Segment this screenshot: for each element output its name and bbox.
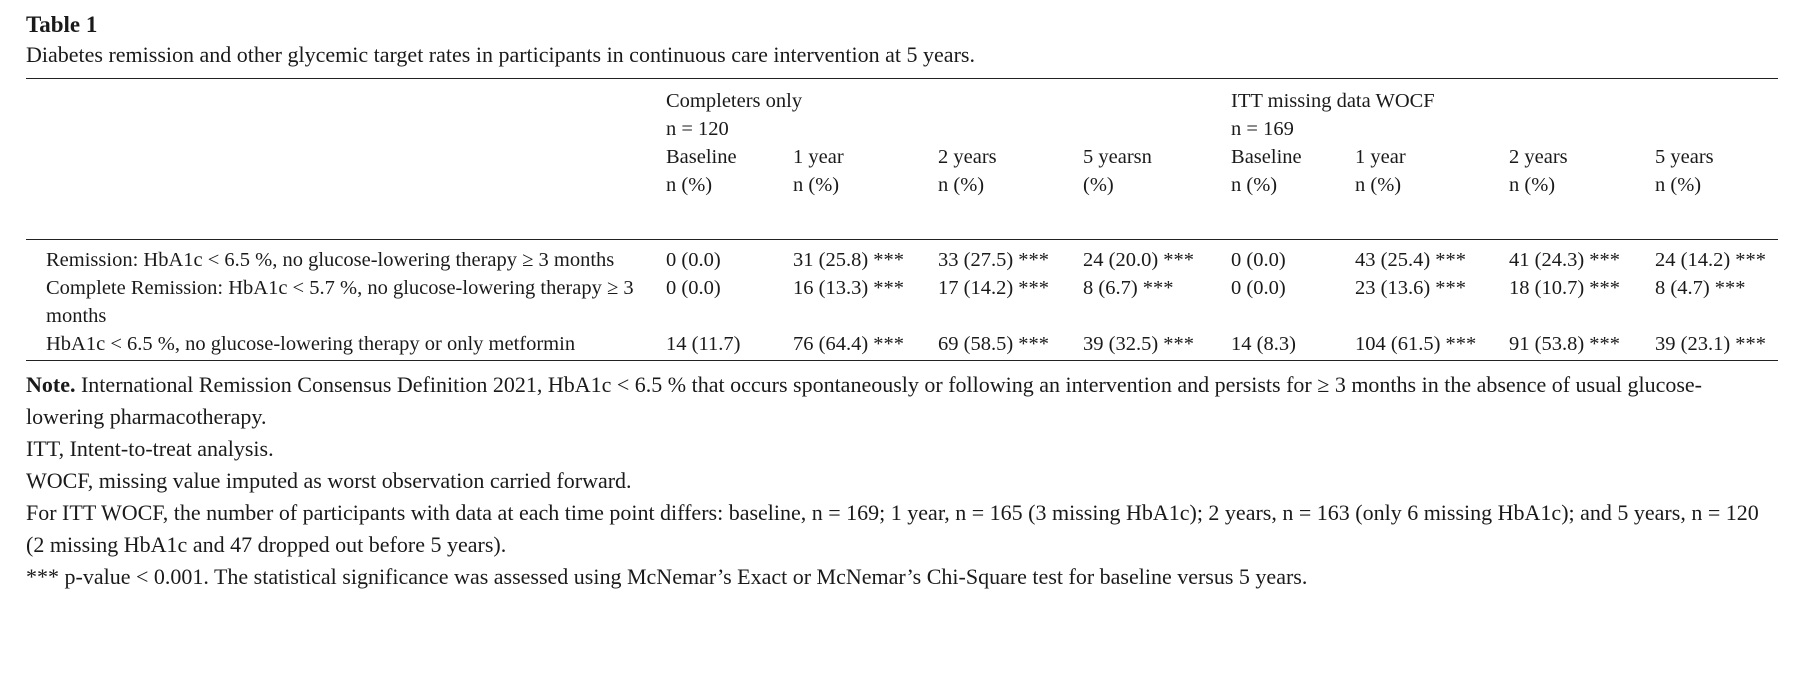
table-cell: 0 (0.0) — [1231, 277, 1286, 299]
group-title: ITT missing data WOCF — [1231, 90, 1435, 112]
column-header — [1083, 143, 1231, 240]
column-sub: n (%) — [1355, 174, 1402, 196]
table-cell: 16 (13.3) *** — [793, 277, 905, 299]
group-n: n = 120 — [666, 118, 729, 140]
table-notes — [26, 369, 1778, 593]
table-row — [26, 330, 1778, 361]
column-label: 5 years — [1655, 146, 1714, 168]
table-row — [26, 240, 1778, 275]
column-header — [1655, 143, 1778, 240]
column-header — [793, 143, 938, 240]
table-cell: 0 (0.0) — [1231, 249, 1286, 271]
column-label: 2 years — [938, 146, 997, 168]
table-cell: 31 (25.8) *** — [793, 249, 905, 271]
table-cell: 39 (23.1) *** — [1655, 333, 1767, 355]
row-label-header-spacer — [26, 143, 666, 240]
group-title: Completers only — [666, 90, 803, 112]
table-cell: 8 (4.7) *** — [1655, 277, 1746, 299]
column-header — [1231, 143, 1355, 240]
column-label: Baseline — [1231, 146, 1302, 168]
column-sub: n (%) — [1231, 174, 1278, 196]
table-cell: 18 (10.7) *** — [1509, 277, 1621, 299]
table-caption: Diabetes remission and other glycemic target rates in participants in continuous care intervention at 5 years. — [26, 42, 975, 67]
column-header — [938, 143, 1083, 240]
row-label-header — [26, 79, 666, 144]
table-cell: 91 (53.8) *** — [1509, 333, 1621, 355]
table-cell: 24 (20.0) *** — [1083, 249, 1195, 271]
table-cell: 23 (13.6) *** — [1355, 277, 1467, 299]
column-sub: n (%) — [793, 174, 840, 196]
table-cell: 24 (14.2) *** — [1655, 249, 1767, 271]
table-cell: 43 (25.4) *** — [1355, 249, 1467, 271]
note-wocf: WOCF, missing value imputed as worst observation carried forward. — [26, 468, 632, 493]
column-header — [1509, 143, 1655, 240]
note-pvalue: *** p-value < 0.001. The statistical significance was assessed using McNemar’s Exact or McNemar’s Chi-Square test for baseline versus 5 years. — [26, 564, 1308, 589]
group-n: n = 169 — [1231, 118, 1294, 140]
table-cell: 14 (8.3) — [1231, 333, 1296, 355]
table-row — [26, 274, 1778, 330]
column-header — [666, 143, 793, 240]
row-label: Complete Remission: HbA1c < 5.7 %, no glucose-lowering therapy ≥ 3 months — [46, 277, 634, 327]
column-sub: n (%) — [1655, 174, 1702, 196]
column-label: Baseline — [666, 146, 737, 168]
column-header-row — [26, 143, 1778, 240]
table-cell: 17 (14.2) *** — [938, 277, 1050, 299]
table-label: Table 1 — [26, 12, 98, 37]
note-text: International Remission Consensus Definition 2021, HbA1c < 6.5 % that occurs spontaneously or following an intervention and persists for ≥ 3 months in the absence of usual glucose-lowering pharmacotherapy. — [26, 372, 1703, 429]
group-itt-wocf — [1231, 79, 1778, 144]
results-table — [26, 78, 1778, 361]
row-label: HbA1c < 6.5 %, no glucose-lowering therapy or only metformin — [46, 333, 576, 355]
column-label: 5 years — [1083, 146, 1142, 168]
table-cell: 69 (58.5) *** — [938, 333, 1050, 355]
note-definition — [26, 369, 1778, 433]
table-cell: 76 (64.4) *** — [793, 333, 905, 355]
table-cell: 104 (61.5) *** — [1355, 333, 1477, 355]
group-completers — [666, 79, 1231, 144]
column-label: 1 year — [793, 146, 844, 168]
table-cell: 41 (24.3) *** — [1509, 249, 1621, 271]
note-itt: ITT, Intent-to-treat analysis. — [26, 436, 274, 461]
column-sub: n (%) — [666, 174, 713, 196]
row-label: Remission: HbA1c < 6.5 %, no glucose-lowering therapy ≥ 3 months — [46, 249, 615, 271]
table-cell: 14 (11.7) — [666, 333, 741, 355]
table-cell: 39 (32.5) *** — [1083, 333, 1195, 355]
column-sub: (%) — [1083, 174, 1114, 196]
column-label-suffix: n — [1141, 146, 1152, 168]
table-cell: 0 (0.0) — [666, 249, 721, 271]
note-itt-wocf: For ITT WOCF, the number of participants with data at each time point differs: baseline, n = 169; 1 year, n = 165 (3 missing HbA1c); 2 years, n = 163 (only 6 missing HbA1c); and 5 years, n = 120 (2 missing HbA1c and 47 dropped out before 5 years). — [26, 500, 1759, 557]
table-cell: 33 (27.5) *** — [938, 249, 1050, 271]
column-label: 2 years — [1509, 146, 1568, 168]
table-cell: 8 (6.7) *** — [1083, 277, 1174, 299]
column-sub: n (%) — [938, 174, 985, 196]
column-sub: n (%) — [1509, 174, 1556, 196]
column-header — [1355, 143, 1509, 240]
group-header-row — [26, 79, 1778, 144]
column-label: 1 year — [1355, 146, 1406, 168]
table-cell: 0 (0.0) — [666, 277, 721, 299]
note-label: Note. — [26, 372, 76, 397]
